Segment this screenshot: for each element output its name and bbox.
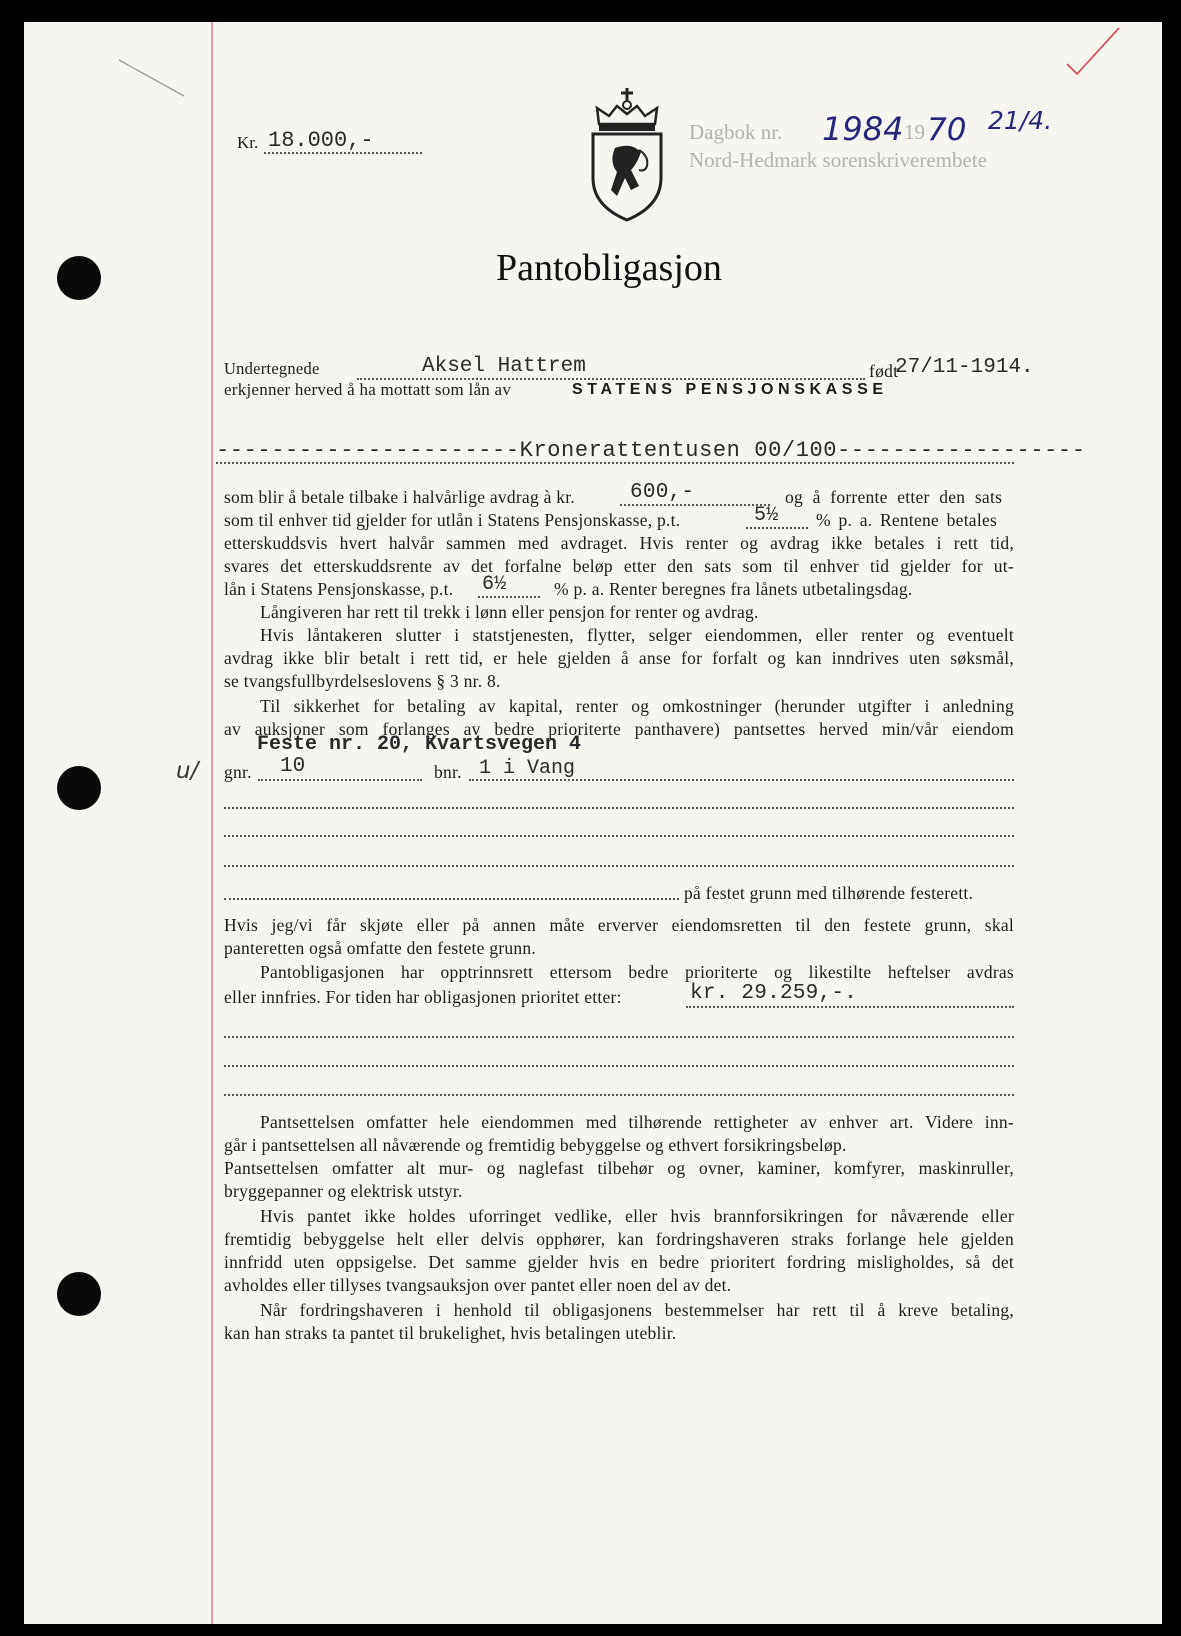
terms-line-6: Långiveren har rett til trekk i lønn eller pensjon for renter og avdrag. [260, 602, 759, 622]
terms-line-2a: som til enhver tid gjelder for utlån i Statens Pensjonskasse, p.t. [224, 510, 681, 530]
checkmark-icon [1059, 22, 1129, 82]
terms-line-11: av auksjoner som forlanges av bedre prioriterte panthavere) pantsettes herved min/vår eiendom [224, 719, 1014, 739]
general-line-2: går i pantsettelsen all nåværende og fremtidig bebyggelse og ethvert forsikringsbeløp. [224, 1135, 847, 1155]
pencil-mark-icon [114, 52, 194, 102]
general-line-8: avholdes eller tillyses tvangsauksjon over pantet eller noen del av det. [224, 1275, 732, 1295]
coat-of-arms-icon [587, 86, 667, 224]
blank-line-7 [224, 1094, 1014, 1096]
general-line-7: innfridd uten oppsigelse. Det samme gjelder hvis en bedre prioritert fordring misligholdes, så det [224, 1252, 1014, 1272]
document-page [24, 22, 1162, 1624]
priority-dots [686, 1006, 1014, 1008]
blank-line-3 [224, 865, 1014, 867]
general-line-3: Pantsettelsen omfatter alt mur- og naglefast tilbehør og ovner, kaminer, komfyrer, maskinruller, [224, 1158, 1014, 1178]
blank-line-5 [224, 1036, 1014, 1038]
terms-line-3: etterskuddsvis hvert halvår sammen med avdraget. Hvis renter og avdrag ikke betales i rett tid, [224, 533, 1014, 553]
terms-line-1b: og å forrente etter den sats [785, 487, 1003, 507]
gnr-dots [258, 779, 422, 781]
loan-amount: 18.000,- [268, 128, 374, 153]
festet-line-4: eller innfries. For tiden har obligasjonen prioritet etter: [224, 987, 622, 1007]
stamp-number: 1984 [822, 110, 904, 148]
festet-line-3: Pantobligasjonen har opptrinnsrett ettersom bedre prioriterte og likestilte heftelser avdras [260, 962, 1014, 982]
blank-line-4 [224, 898, 679, 900]
general-line-4: bryggepanner og elektrisk utstyr. [224, 1181, 463, 1201]
gnr-value: 10 [280, 755, 306, 778]
acknowledge-text: erkjenner herved å ha mottatt som lån av [224, 380, 512, 399]
margin-note: u/ [176, 758, 199, 784]
undersigned-name: Aksel Hattrem [422, 355, 586, 378]
festet-line-1: Hvis jeg/vi får skjøte eller på annen måte erverver eiendomsretten til den festete grunn, skal [224, 915, 1014, 935]
blank-line-2 [224, 835, 1014, 837]
terms-line-5b: % p. a. Renter beregnes fra lånets utbetalingsdag. [554, 579, 913, 599]
priority-amount: kr. 29.259,-. [690, 982, 858, 1005]
general-line-1: Pantsettelsen omfatter hele eiendommen med tilhørende rettigheter av enhver art. Videre inn- [260, 1112, 1014, 1132]
interest-rate: 5½ [754, 504, 779, 527]
stamp-office: Nord-Hedmark sorenskriverembete [689, 148, 987, 172]
terms-line-9: se tvangsfullbyrdelseslovens § 3 nr. 8. [224, 671, 501, 691]
gnr-label: gnr. [224, 762, 252, 782]
blank-line-1 [224, 807, 1014, 809]
terms-line-2b: % p. a. Rentene betales [816, 510, 998, 530]
bnr-value: 1 i Vang [479, 757, 576, 780]
lender-name: STATENS PENSJONSKASSE [572, 381, 888, 398]
installment-dots [620, 504, 770, 506]
terms-line-5a: lån i Statens Pensjonskasse, p.t. [224, 579, 454, 599]
terms-line-4: svares det etterskuddsrente av det forfalne beløp etter den sats som til enhver tid gjelder for ut- [224, 556, 1014, 576]
terms-line-10: Til sikkerhet for betaling av kapital, renter og omkostninger (herunder utgifter i anledning [260, 696, 1014, 716]
rate-dots [746, 527, 808, 529]
undersigned-label: Undertegnede [224, 359, 320, 378]
terms-line-7: Hvis låntakeren slutter i statstjenesten, flytter, selger eiendommen, eller renter og eventuelt [260, 625, 1014, 645]
punch-hole-top [57, 256, 101, 300]
margin-line [211, 22, 213, 1624]
stamp-year-printed: 19 [904, 120, 925, 144]
amount-in-words: ----------------------Kronerattentusen 00/100------------------ [216, 438, 1086, 463]
festet-text: på festet grunn med tilhørende festerett. [684, 883, 974, 903]
installment-amount: 600,- [630, 481, 695, 504]
terms-line-8: avdrag ikke blir betalt i rett tid, er hele gjelden å anse for forfalt og kan inndrives uten søksmål, [224, 648, 1014, 668]
general-line-9: Når fordringshaveren i henhold til obligasjonens bestemmelser har rett til å kreve betaling, [260, 1300, 1014, 1320]
property-address: Feste nr. 20, Kvartsvegen 4 [257, 733, 582, 756]
late-interest-rate: 6½ [482, 573, 507, 596]
stamp-date: 21/4. [988, 106, 1053, 135]
born-date: 27/11-1914. [895, 356, 1034, 379]
general-line-5: Hvis pantet ikke holdes uforringet vedlike, eller hvis brannforsikringen for nåværende eller [260, 1206, 1014, 1226]
document-title: Pantobligasjon [496, 247, 722, 289]
stamp-dagbok-label: Dagbok nr. [689, 120, 783, 144]
stamp-year: 70 [927, 112, 967, 148]
amount-dots [264, 152, 422, 154]
general-line-6: fremtidig bebyggelse helt eller delvis opphører, kan fordringshaveren straks forlange hele gjelden [224, 1229, 1014, 1249]
blank-line-6 [224, 1065, 1014, 1067]
amount-words-dots [216, 462, 1014, 464]
bnr-label: bnr. [434, 762, 462, 782]
punch-hole-middle [57, 766, 101, 810]
born-label: født [869, 361, 899, 381]
amount-prefix: Kr. [237, 133, 259, 152]
festet-line-2: panteretten også omfatte den festete grunn. [224, 938, 537, 958]
general-line-10: kan han straks ta pantet til brukelighet, hvis betalingen uteblir. [224, 1323, 677, 1343]
late-rate-dots [478, 596, 540, 598]
terms-line-1a: som blir å betale tilbake i halvårlige avdrag à kr. [224, 487, 575, 507]
punch-hole-bottom [57, 1272, 101, 1316]
